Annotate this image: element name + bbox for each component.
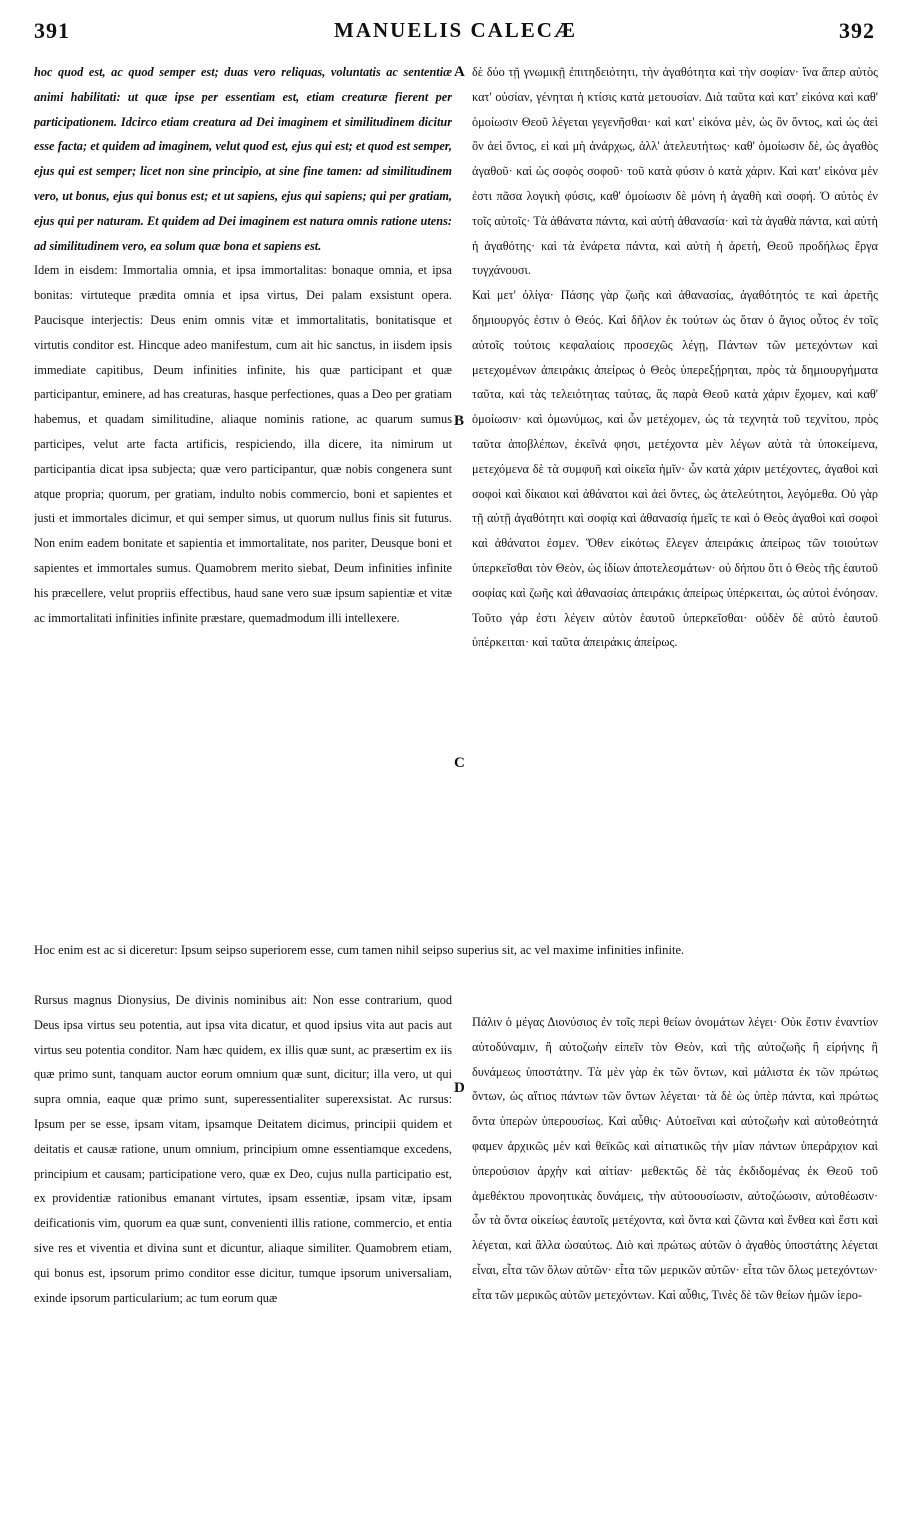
greek-paragraph: Καὶ μετ' ὀλίγα· Πάσης γὰρ ζωῆς καὶ ἀθανασίας, ἀγαθότητός τε καὶ ἀρετῆς δημιουργός ἐστιν ὁ Θεός. Καὶ δῆλον ἐκ τούτων ὡς ὅταν ὁ ἅγιος οὗτος ἐν τοῖς αὐτοῖς τούτοις κεφαλαίοις προσεχῶς λέγῃ, Πάντων τῶν μετεχόντων καὶ μετεχομένων ἀπειράκις ἀπείρως ὁ Θεὸς ὑπερεξῄρηται, πρὸς τὰ δημιουργήματα ταῦτα, καὶ τὰς τελειότητας ταύτας, ἃς παρὰ Θεοῦ κατὰ χάριν ἔχομεν, καὶ καθ' ὁμοίωσιν· καὶ ὁμωνύμως, καὶ ὧν μετέχομεν, ὡς τὰ τεχνητὰ τοῦ τεχνίτου, πρὸς ταῦτα ἀποβλέπων, ἐκεῖνά φησι, μετέχοντα μὲν λέγων αὐτὰ τὰ ὑποκείμενα, μετεχόμενα δὲ τὰ συμφυῆ καὶ οἰκεῖα ἡμῖν· ὧν κατὰ χάριν μετέχοντες, ἀγαθοὶ καὶ σοφοὶ καὶ δίκαιοι καὶ ἀθάνατοι καὶ ἀεὶ ὄντες, ὡς ἀτελεύτητοι, λεγόμεθα. Οὐ γὰρ τῇ αὐτῇ ἀγαθότητι καὶ σοφίᾳ καὶ ἀθανασίᾳ ἡμεῖς τε καὶ ὁ Θεὸς ἀγαθοὶ καὶ σοφοὶ καὶ ἀθάνατοι ἐσμεν. Ὅθεν εἰκότως ἔλεγεν ἀπειράκις ἀπείρως τῶν τοιούτων ὑπερκεῖσθαι τὸν Θεὸν, ὡς ἰδίων ἀποτελεσμάτων· οὐ δήπου ὅτι ὁ Θεὸς τῆς ἑαυτοῦ σοφίας καὶ ζωῆς καὶ ἀθανασίας ἀπειράκις ἀπείρως ὑπέρκειται, ὡς αὐτοὶ ἐνόησαν. Τοῦτο γάρ ἐστι λέγειν αὐτὸν ἑαυτοῦ ὑπερκεῖσθαι· οὐδὲν δὲ αὐτὸ ἑαυτοῦ ὑπέρκειται· καὶ ταῦτα ἀπειράκις ἀπείρως. xyxy=(472,288,878,650)
page-number-right: 392 xyxy=(839,18,875,43)
latin-paragraph: hoc quod est, ac quod semper est; duas vero reliquas, voluntatis ac sententiæ animi habilitati: ut quæ ipse per essentiam est, etiam creaturæ fierent per participationem. Idcirco etiam creatura ad Dei imaginem et similitudinem dicitur esse facta; et quidem ad imaginem, velut quod est, ejus qui est; et quod est semper, ejus qui est semper; licet non sine principio, at sine fine tamen: ad similitudinem vero, ut bonus, ejus qui bonus est; et ut sapiens, ejus qui sapiens; qui per gratiam, ejus qui per naturam. Et quidem ad Dei imaginem est natura omnis ratione utens: ad similitudinem vero, ea solum quæ bona et sapiens est. xyxy=(34,65,452,253)
margin-marker-c: C xyxy=(454,755,465,771)
margin-marker-a: A xyxy=(454,64,465,80)
full-width-line: Hoc enim est ac si diceretur: Ipsum seipso superiorem esse, cum tamen nihil seipso superius sit, ac vel maxime infinities infinite. xyxy=(34,943,685,957)
greek-column-bottom xyxy=(472,1010,878,1520)
latin-paragraph: Idem in eisdem: Immortalia omnia, et ipsa immortalitas: bonaque omnia, et ipsa bonitas: virtuteque prædita omnia et ipsa virtus, Dei palam exsistunt opera. Paucisque interjectis: Deus enim omnis vitæ et immortalitatis, bonitatisque et virtutis conditor est. Hincque adeo manifestum, cum ait hic sanctus, in iisdem ipsis immediate capitibus, Deum infinities infinite, his quæ participant et quæ participantur, eminere, ad has creaturas, hasque perfectiones, quas a Deo per gratiam habemus, et quadam similitudine, aliaque nominis ratione, ac quarum sumus participes, velut arte facta artificis, respiciendo, illa dicere, ita nimirum ut participantia dicat ipsa subjecta; quæ vero participantur, quæ nobis congenera sunt atque propria; quorum, per gratiam, indulto nobis commercio, boni et sapientes et justi et immortales dicimur, et qui semper simus, ut quorum nullus finis sit futurus. Non enim eadem bonitate et sapientia et immortalitate, nos pariter, Deusque boni et sapientes et immortales sumus. Quamobrem merito siebat, Deum infinities infinite his præcellere, velut propriis effectibus, haud sane vero suæ ipsum sapientiæ et vitæ ac immortalitati infinities infinite præstare, quemadmodum illi intellexere. xyxy=(34,263,452,625)
running-title: MANUELIS CALECÆ xyxy=(334,18,577,42)
greek-paragraph: Πάλιν ὁ μέγας Διονύσιος ἐν τοῖς περὶ θείων ὀνομάτων λέγει· Οὐκ ἔστιν ἐναντίον αὐτοδύναμιν, ἢ αὐτοζωὴν εἰπεῖν τὸν Θεὸν, καὶ τῆς αὐτοζωῆς ἢ εἰρήνης ἢ δυνάμεως ὑποστάτην. Τὰ μὲν γὰρ ἐκ τῶν ὄντων, καὶ μάλιστα ἐκ τῶν πρώτως ὄντων, ὡς αἴτιος πάντων τῶν ὄντων λέγεται· τὰ δὲ ὡς ὑπὲρ πάντα, καὶ πρώτως ὄντα ὑπερὼν ὑπερουσίως. Καὶ αὖθις· Αὐτοεῖναι καὶ αὐτοζωὴν καὶ αὐτοθεότητά φαμεν ἀρχικῶς μὲν καὶ θεϊκῶς καὶ αἰτιατικῶς τὴν μίαν πάντων ὑπεράρχιον καὶ ὑπερούσιον ἀρχὴν καὶ αἰτίαν· μεθεκτῶς δὲ τὰς ἐκδιδομένας ἐκ Θεοῦ τοῦ ἀμεθέκτου προνοητικὰς δυνάμεις, τὴν αὐτοουσίωσιν, αὐτοζώωσιν, αὐτοθέωσιν· ὧν τὰ ὄντα οἰκείως ἑαυτοῖς μετέχοντα, καὶ ὄντα καὶ ζῶντα καὶ ἔνθεα καὶ ἔστι καὶ λέγεται, καὶ ἄλλα ὡσαύτως. Διὸ καὶ πρώτως αὐτῶν ὁ ἀγαθὸς ὑποστάτης λέγεται εἶναι, εἶτα τῶν ὅλων αὐτῶν· εἶτα τῶν μερικῶν αὐτῶν· εἶτα τῶν ὅλως μετεχόντων· εἶτα τῶν μερικῶς αὐτῶν μετεχόντων. Καὶ αὖθις, Τινὲς δὲ τῶν θείων ἡμῶν ἱερο- xyxy=(472,1015,878,1302)
latin-column-bottom xyxy=(34,988,452,1518)
margin-marker-d: D xyxy=(454,1080,465,1096)
page-header xyxy=(30,10,881,50)
greek-paragraph: δὲ δύο τῇ γνωμικῇ ἐπιτηδειότητι, τὴν ἀγαθότητα καὶ τὴν σοφίαν· ἵνα ἅπερ αὐτὸς κατ' οὐσίαν, γένηται ἡ κτίσις κατὰ μετουσίαν. Διὰ ταῦτα καὶ κατ' εἰκόνα καὶ καθ' ὁμοίωσιν Θεοῦ λέγεται γεγενῆσθαι· καὶ κατ' εἰκόνα μὲν, ὡς ὂν ὄντος, καὶ ὡς ἀεὶ ὂν ἀεὶ ὄντος, εἰ καὶ μὴ ἀνάρχως, ἀλλ' ἀτελευτήτως· καθ' ὁμοίωσιν δὲ, ὡς ἀγαθὸς ἀγαθοῦ· καὶ ὡς σοφὸς σοφοῦ· τοῦ κατὰ φύσιν ὁ κατὰ χάριν. Καὶ κατ' εἰκόνα μὲν ἐστι πᾶσα λογικὴ φύσις, καθ' ὁμοίωσιν δὲ μόνη ἡ ἀγαθὴ καὶ σοφή. Ὁ αὐτὸς ἐν τοῖς αὐτοῖς· Τὰ ἀθάνατα πάντα, καὶ αὐτὴ ἀθανασία· καὶ τὰ ἀγαθὰ πάντα, καὶ αὐτὴ ἡ ἀγαθότης· καὶ τὰ ἐνάρετα πάντα, καὶ αὐτὴ ἡ ἀρετὴ, Θεοῦ προδήλως ἔργα τυγχάνουσι. xyxy=(472,65,878,278)
margin-marker-b: B xyxy=(454,413,465,429)
greek-column-top xyxy=(472,60,878,942)
latin-paragraph: Rursus magnus Dionysius, De divinis nominibus ait: Non esse contrarium, quod Deus ipsa virtus seu potentia, aut ipsa vita dicatur, et quod ipsius vita aut pacis aut virtus seu potentia conditor. Nam hæc quidem, ex illis quæ sunt, ac præsertim ex iis quæ primo sunt, tanquam auctor eorum omnium quæ sunt, dicitur; illa vero, ut qui supra omnia, eaque quæ primo sunt, superessentialiter superexsistat. Ac rursus: Ipsum per se esse, ipsam vitam, ipsamque Deitatem dicimus, principii quidem et deitatis et causæ ratione, unum omnium, principium omne essentiamque excedens, principium et causam; participatione vero, quæ ex Deo, cujus nulla participatio est, ex providentiæ rationibus emanant virtutes, ipsam essentiæ, ipsam vitæ, ipsam deificationis vim, quorum ea quæ sunt, convenienti illis ratione, commercio, et entia sive res et viventia et divina sunt et dicuntur, aliaque similiter. Quamobrem etiam, qui bonus est, ipsorum primo conditor esse dicitur, tumque ipsorum universaliam, exinde ipsorum particularium; ac tum eorum quæ xyxy=(34,993,452,1305)
latin-column-top xyxy=(34,60,452,942)
page-number-left: 391 xyxy=(34,18,70,43)
